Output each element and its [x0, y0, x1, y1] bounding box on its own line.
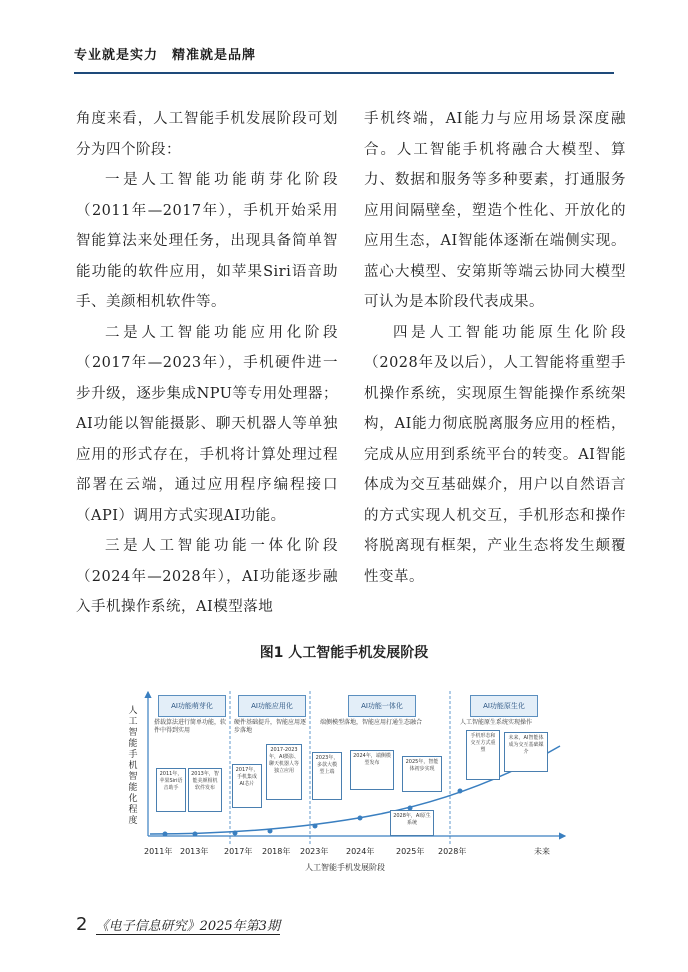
event-box: 2017-2023年，AI摄影、聊天机器人等独立应用	[266, 744, 302, 800]
page-header	[74, 44, 614, 74]
stage-desc-2: 硬件基础提升，智能应用逐步落地	[234, 719, 307, 734]
paragraph-stage-3-cont: 手机终端，AI能力与应用场景深度融合。人工智能手机将融合大模型、算力、数据和服务等多种要素，打通服务应用间隔壁垒，塑造个性化、开放化的应用生态，AI智能体逐渐在端侧实现。蓝心大模型、安第斯等端云协同大模型可认为是本阶段代表成果。	[364, 111, 626, 310]
stage-box-4: AI功能原生化	[470, 695, 538, 717]
x-axis-label: 人工智能手机发展阶段	[305, 863, 385, 872]
right-column	[364, 104, 626, 592]
x-tick: 2028年	[438, 847, 467, 856]
paragraph-stage-1: 一是人工智能功能萌芽化阶段（2011年—2017年），手机开始采用智能算法来处理任务，出现具备简单智能功能的软件应用，如苹果Siri语音助手、美颜相机软件等。	[76, 172, 338, 310]
stage-desc-3: 端侧模型落地，智能应用打通生态融合	[320, 719, 423, 726]
figure-diagram	[120, 686, 570, 880]
event-box: 2025年，智能体初步实现	[402, 756, 442, 792]
milestone-dot	[163, 832, 168, 837]
paragraph-intro: 角度来看，人工智能手机发展阶段可划分为四个阶段：	[76, 111, 338, 158]
page-footer	[76, 914, 280, 935]
x-tick: 2024年	[346, 847, 375, 856]
stage-box-1: AI功能萌芽化	[158, 695, 226, 717]
left-column	[76, 104, 338, 623]
y-axis-label: 人工智能手机智能化程度	[128, 706, 138, 826]
x-tick: 未来	[534, 847, 550, 856]
milestone-dot	[268, 829, 273, 834]
stage-box-2: AI功能应用化	[238, 695, 306, 717]
event-box: 手机形态和交互方式重塑	[466, 730, 500, 780]
stage-desc-4: 人工智能原生系统实现操作	[460, 719, 533, 726]
event-box: 2011年，苹果Siri语音助手	[156, 768, 186, 812]
milestone-dot	[233, 831, 238, 836]
event-box: 2017年，手机集成AI芯片	[232, 764, 262, 808]
x-tick: 2017年	[224, 847, 253, 856]
milestone-dot	[358, 816, 363, 821]
x-tick: 2023年	[300, 847, 329, 856]
event-box: 2024年，端侧模型发布	[350, 750, 394, 790]
figure-caption: 图1 人工智能手机发展阶段	[259, 645, 429, 661]
milestone-dot	[193, 832, 198, 837]
x-tick: 2025年	[396, 847, 425, 856]
paragraph-stage-4: 四是人工智能功能原生化阶段（2028年及以后），人工智能将重塑手机操作系统，实现原生智能操作系统架构，AI能力彻底脱离服务应用的桎梏，完成从应用到系统平台的转变。AI智能体成为交互基础媒介，用户以自然语言的方式实现人机交互，手机形态和操作将脱离现有框架，产业生态将发生颠覆性变革。	[364, 324, 626, 585]
stage-box-3: AI功能一体化	[348, 695, 416, 717]
stage-desc-1: 搭载算法进行简单功能，软件中得到实用	[154, 719, 227, 734]
header-slogan: 专业就是实力 精准就是品牌	[74, 48, 257, 63]
page-number: 2	[76, 914, 88, 935]
journal-info: 《电子信息研究》2025年第3期	[95, 919, 280, 934]
milestone-dot	[458, 789, 463, 794]
milestone-dot	[313, 824, 318, 829]
x-tick: 2013年	[180, 847, 209, 856]
event-box: 未来，AI智能体成为交互基础媒介	[504, 732, 548, 772]
event-box: 2028年，AI原生系统	[390, 810, 434, 836]
event-box: 2013年，智能美颜相机软件发布	[188, 768, 222, 812]
paragraph-stage-3: 三是人工智能功能一体化阶段（2024年—2028年），AI功能逐步融入手机操作系统，AI模型落地	[76, 538, 338, 615]
x-tick: 2018年	[262, 847, 291, 856]
paragraph-stage-2: 二是人工智能功能应用化阶段（2017年—2023年），手机硬件进一步升级，逐步集成NPU等专用处理器；AI功能以智能摄影、聊天机器人等单独应用的形式存在，手机将计算处理过程部署在云端，通过应用程序编程接口（API）调用方式实现AI功能。	[76, 324, 338, 524]
event-box: 2023年，多款大模型上端	[312, 752, 342, 800]
x-tick: 2011年	[144, 847, 173, 856]
